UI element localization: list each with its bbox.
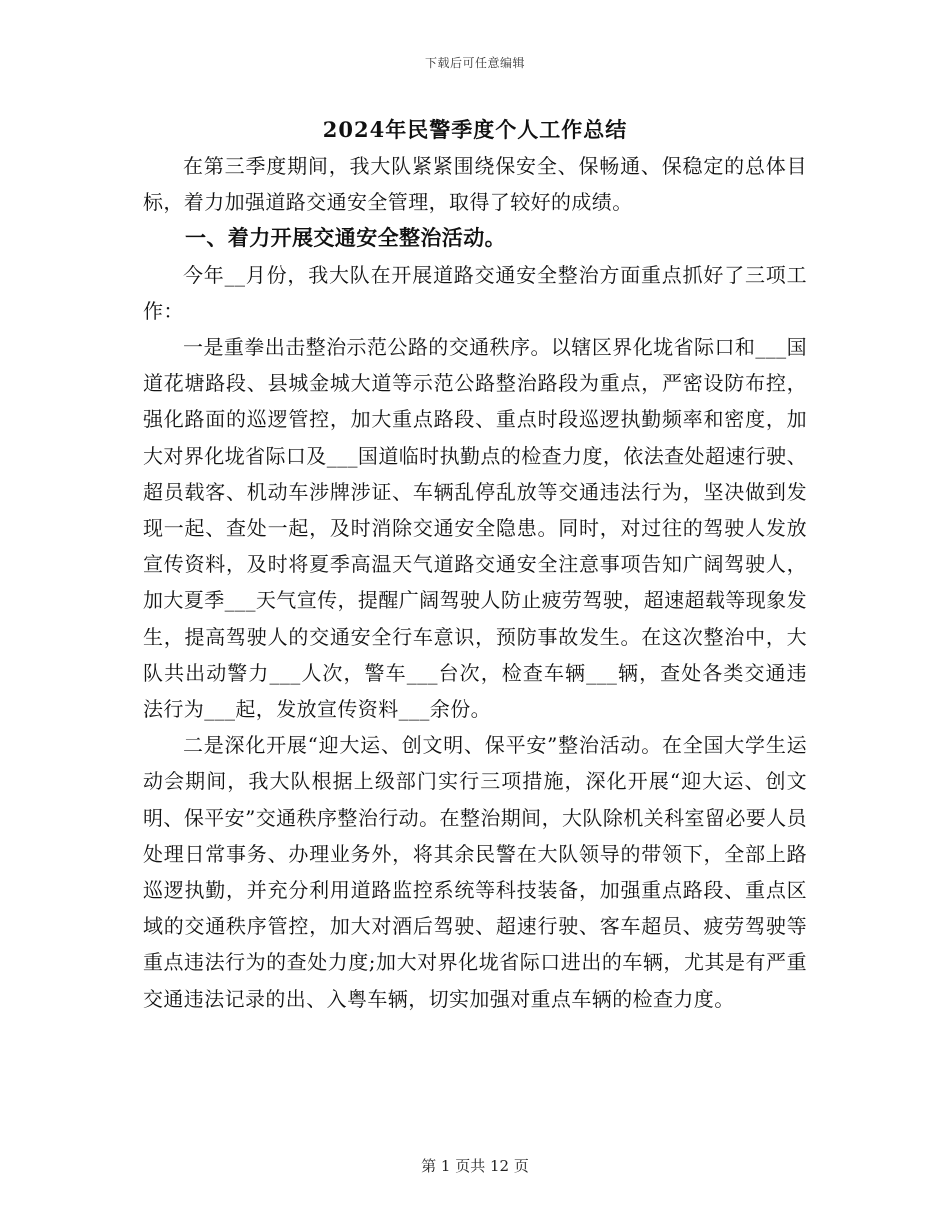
paragraph-intro: 在第三季度期间，我大队紧紧围绕保安全、保畅通、保稳定的总体目标，着力加强道路交通安全管理，取得了较好的成绩。 (143, 154, 807, 215)
page-number-footer: 第 1 页共 12 页 (421, 1157, 529, 1175)
document-body (143, 148, 807, 1017)
header-note: 下载后可任意编辑 (424, 56, 525, 70)
paragraph: 今年__月份，我大队在开展道路交通安全整治方面重点抓好了三项工作： (143, 262, 807, 323)
section-heading: 一、着力开展交通安全整治活动。 (185, 225, 506, 251)
document-title: 2024年民警季度个人工作总结 (322, 117, 628, 142)
paragraph: 一是重拳出击整治示范公路的交通秩序。以辖区界化垅省际口和___国道花塘路段、县城金城大道等示范公路整治路段为重点，严密设防布控，强化路面的巡逻管控，加大重点路段、重点时段巡逻执勤频率和密度，加大对界化垅省际口及___国道临时执勤点的检查力度，依法查处超速行驶、超员载客、机动车涉牌涉证、车辆乱停乱放等交通违法行为，坚决做到发现一起、查处一起，及时消除交通安全隐患。同时，对过往的驾驶人发放宣传资料，及时将夏季高温天气道路交通安全注意事项告知广阔驾驶人，加大夏季___天气宣传，提醒广阔驾驶人防止疲劳驾驶，超速超载等现象发生，提高驾驶人的交通安全行车意识，预防事故发生。在这次整治中，大队共出动警力___人次，警车___台次，检查车辆___辆，查处各类交通违法行为___起，发放宣传资料___余份。 (143, 335, 807, 722)
paragraph: 二是深化开展“迎大运、创文明、保平安”整治活动。在全国大学生运动会期间，我大队根据上级部门实行三项措施，深化开展“迎大运、创文明、保平安”交通秩序整治行动。在整治期间，大队除机关科室留必要人员处理日常事务、办理业务外，将其余民警在大队领导的带领下，全部上路巡逻执勤，并充分利用道路监控系统等科技装备，加强重点路段、重点区域的交通秩序管控，加大对酒后驾驶、超速行驶、客车超员、疲劳驾驶等重点违法行为的查处力度;加大对界化垅省际口进出的车辆，尤其是有严重交通违法记录的出、入粤车辆，切实加强对重点车辆的检查力度。 (143, 733, 807, 1011)
